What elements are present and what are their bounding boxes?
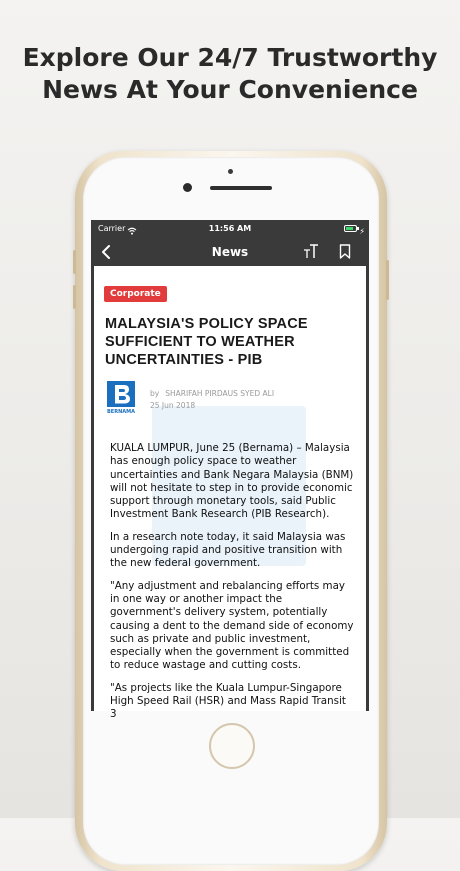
- text-size-icon: [303, 243, 319, 259]
- article-paragraph: "Any adjustment and rebalancing efforts may in one way or another impact the government's delivery system, potentially causing a dent to the demand side of economy such as private and public investment, especially when the government is committed to reduce wastage and cutting costs.: [110, 579, 354, 672]
- bookmark-button[interactable]: [339, 244, 351, 263]
- volume-button: [73, 250, 76, 274]
- bookmark-icon: [339, 244, 351, 259]
- earpiece-speaker: [210, 186, 272, 190]
- charging-icon: ⚡: [359, 227, 365, 236]
- sensor: [228, 169, 233, 174]
- article-body: [110, 442, 354, 731]
- volume-button: [73, 285, 76, 309]
- byline-prefix: by: [150, 389, 160, 398]
- logo-wordmark: BERNAMA: [107, 409, 135, 415]
- carrier-label: Carrier: [98, 224, 126, 233]
- nav-title: News: [211, 245, 249, 259]
- article-byline: [150, 388, 274, 399]
- article-date: 25 Jun 2018: [150, 401, 196, 410]
- battery-icon: [344, 225, 357, 232]
- article-content[interactable]: [94, 266, 366, 721]
- article-paragraph: KUALA LUMPUR, June 25 (Bernama) – Malaysia has enough policy space to weather uncertainties and Bank Negara Malaysia (BNM) will not hesitate to step in to provide economic support through monetary tools, said Public Investment Bank Research (PIB Research).: [110, 442, 354, 521]
- article-title: MALAYSIA'S POLICY SPACE SUFFICIENT TO WEATHER UNCERTAINTIES - PIB: [105, 316, 308, 368]
- author-name: SHARIFAH PIRDAUS SYED ALI: [165, 389, 275, 398]
- category-badge[interactable]: Corporate: [104, 286, 167, 302]
- nav-bar: [91, 238, 369, 266]
- text-size-button[interactable]: [303, 243, 319, 265]
- promo-line-2: News At Your Convenience: [42, 75, 418, 104]
- front-camera: [183, 183, 192, 192]
- power-button: [386, 260, 389, 300]
- status-time: 11:56 AM: [208, 224, 252, 233]
- bernama-logo: [107, 381, 135, 415]
- phone-screen: [91, 220, 369, 721]
- article-paragraph: In a research note today, it said Malaysia was undergoing rapid and positive transition with the new federal government.: [110, 530, 346, 570]
- promo-line-1: Explore Our 24/7 Trustworthy: [22, 43, 438, 72]
- promo-headline: [0, 42, 460, 106]
- article-paragraph: "As projects like the Kuala Lumpur-Singapore High Speed Rail (HSR) and Mass Rapid Transit 3: [110, 681, 346, 721]
- status-bar: [91, 220, 369, 238]
